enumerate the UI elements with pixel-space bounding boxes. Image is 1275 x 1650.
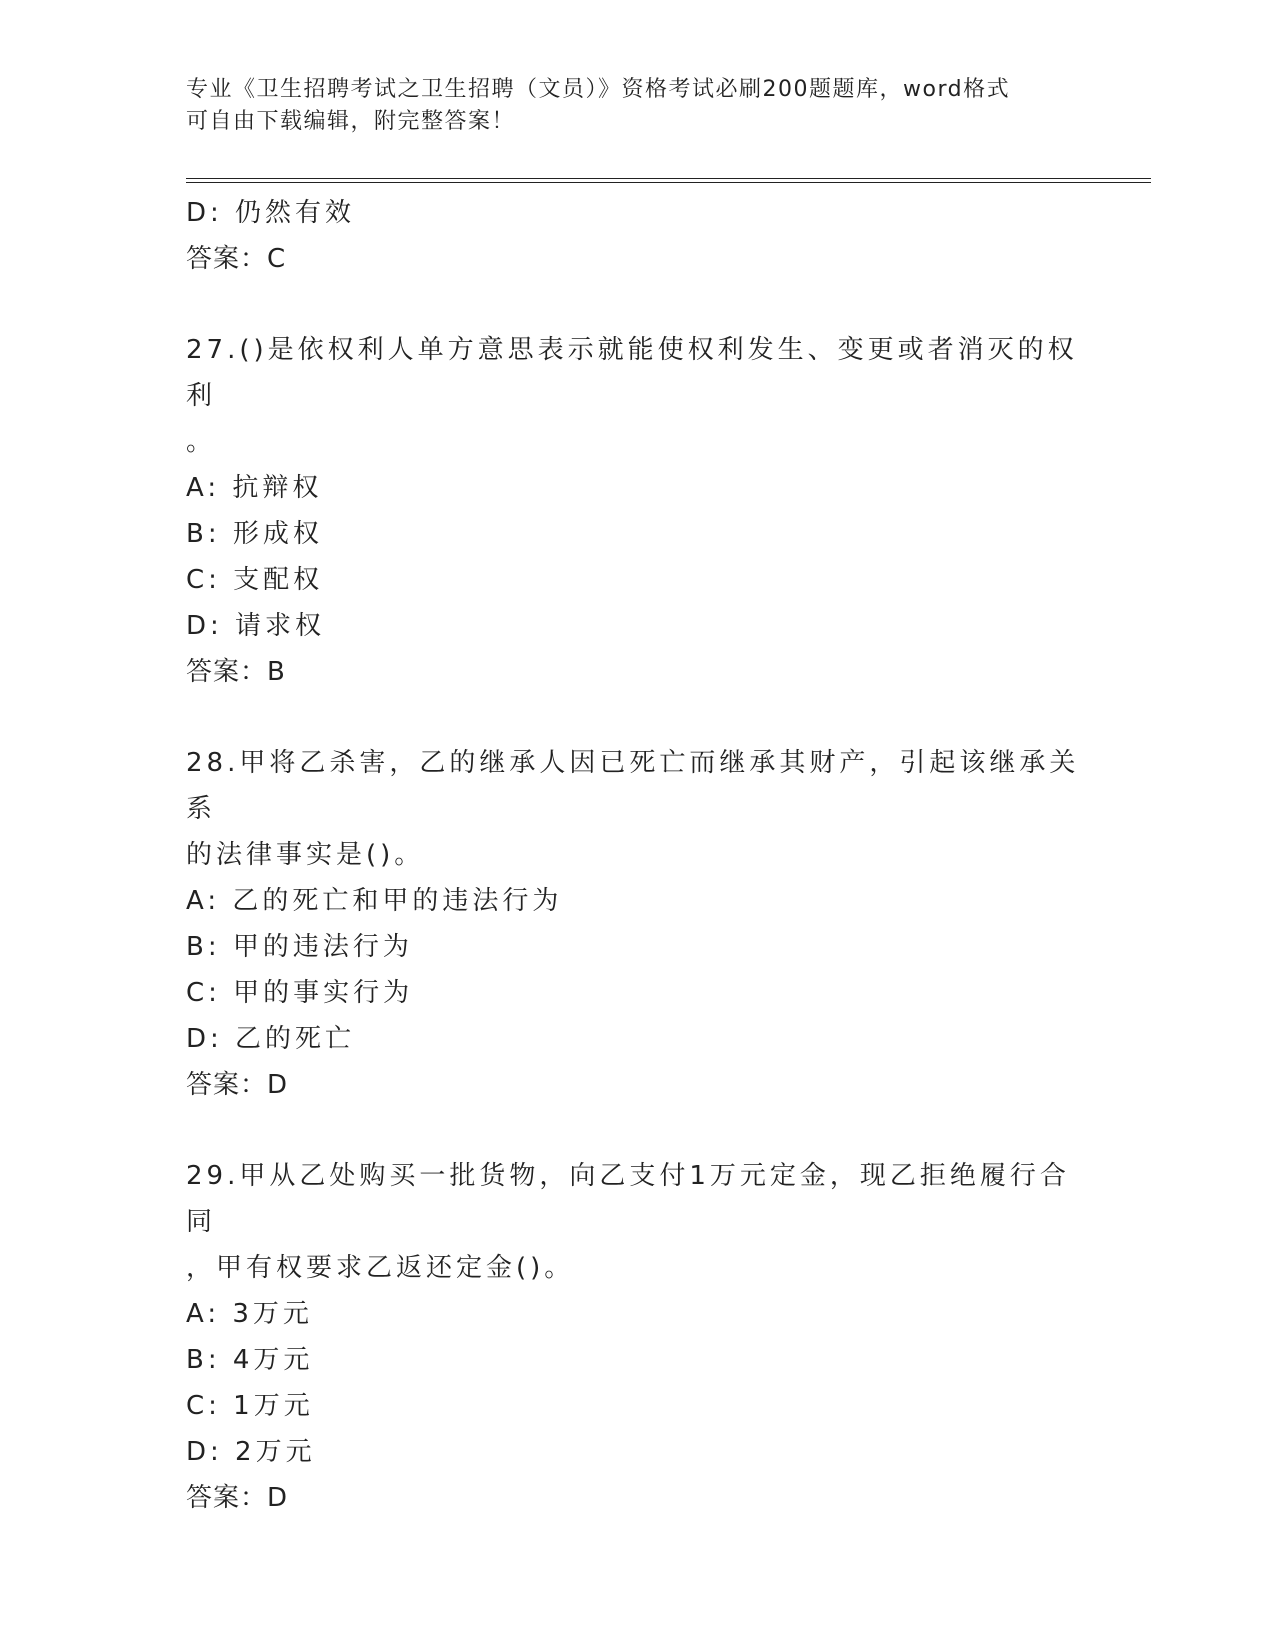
option-c: C: 支配权 bbox=[186, 565, 324, 595]
header-double-rule bbox=[186, 178, 1151, 183]
question-29 bbox=[186, 1153, 1086, 1521]
header-title-line-2: 可自由下载编辑，附完整答案！ bbox=[186, 109, 516, 134]
option-c: C: 甲的事实行为 bbox=[186, 978, 414, 1008]
document-header bbox=[186, 74, 1066, 138]
answer-line: 答案：B bbox=[186, 657, 286, 687]
question-stem-line-1: 28.甲将乙杀害，乙的继承人因已死亡而继承其财产，引起该继承关系 bbox=[186, 748, 1080, 824]
answer-line: 答案：D bbox=[186, 1070, 289, 1100]
spacer bbox=[186, 1108, 1086, 1153]
question-stem-line-1: 29.甲从乙处购买一批货物，向乙支付1万元定金，现乙拒绝履行合同 bbox=[186, 1161, 1070, 1237]
option-a: A: 抗辩权 bbox=[186, 473, 323, 503]
question-28 bbox=[186, 740, 1086, 1108]
option-a: A: 3万元 bbox=[186, 1299, 313, 1329]
question-stem-line-2: 的法律事实是()。 bbox=[186, 840, 425, 870]
question-content bbox=[186, 190, 1086, 1521]
option-d: D: 仍然有效 bbox=[186, 198, 356, 228]
question-stem-line-1: 27.()是依权利人单方意思表示就能使权利发生、变更或者消灭的权利 bbox=[186, 335, 1078, 411]
spacer bbox=[186, 282, 1086, 327]
option-b: B: 4万元 bbox=[186, 1345, 314, 1375]
option-d: D: 2万元 bbox=[186, 1437, 316, 1467]
option-d: D: 请求权 bbox=[186, 611, 326, 641]
question-stem-line-2: ，甲有权要求乙返还定金()。 bbox=[186, 1253, 575, 1283]
answer-line: 答案：C bbox=[186, 244, 287, 274]
header-title-line-1: 专业《卫生招聘考试之卫生招聘（文员）》资格考试必刷200题题库，word格式 bbox=[186, 77, 1011, 102]
option-b: B: 甲的违法行为 bbox=[186, 932, 413, 962]
question-stem-line-2: 。 bbox=[186, 427, 217, 457]
option-a: A: 乙的死亡和甲的违法行为 bbox=[186, 886, 563, 916]
question-26-tail bbox=[186, 190, 1086, 282]
option-b: B: 形成权 bbox=[186, 519, 323, 549]
option-c: C: 1万元 bbox=[186, 1391, 314, 1421]
question-27 bbox=[186, 327, 1086, 695]
spacer bbox=[186, 695, 1086, 740]
answer-line: 答案：D bbox=[186, 1483, 289, 1513]
option-d: D: 乙的死亡 bbox=[186, 1024, 356, 1054]
